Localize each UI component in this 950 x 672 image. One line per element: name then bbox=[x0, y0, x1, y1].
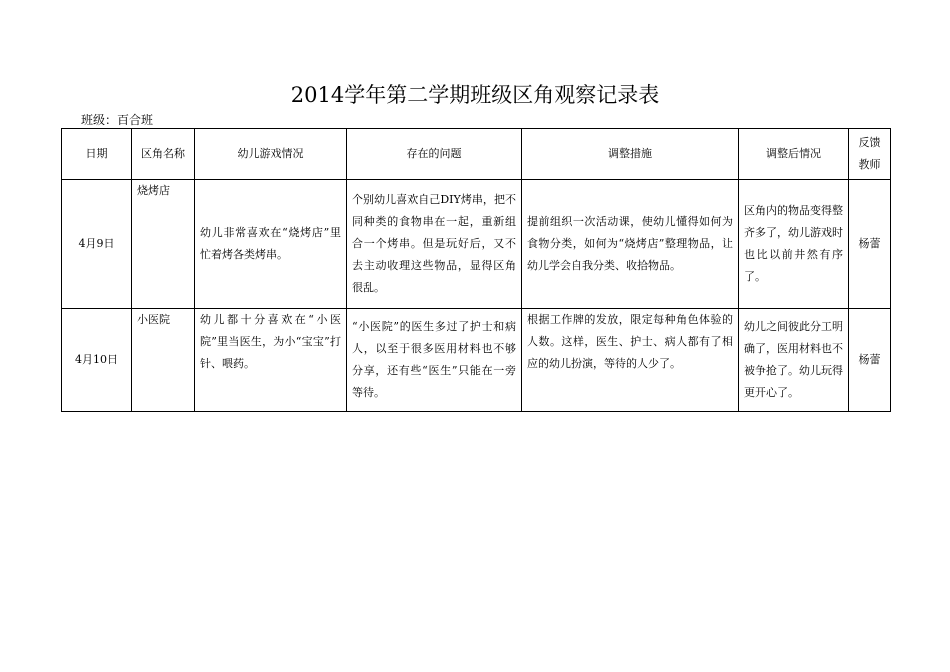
cell-area: 烧烤店 bbox=[132, 180, 195, 309]
observation-table bbox=[61, 128, 891, 412]
cell-play: 幼儿都十分喜欢在“小医院”里当医生，为小“宝宝”打针、喂药。 bbox=[195, 309, 347, 412]
cell-area: 小医院 bbox=[132, 309, 195, 412]
header-after: 调整后情况 bbox=[739, 129, 849, 180]
header-teacher: 反馈教师 bbox=[849, 129, 891, 180]
cell-measure: 提前组织一次活动课，使幼儿懂得如何为食物分类，如何为“烧烤店”整理物品，让幼儿学会自我分类、收拾物品。 bbox=[522, 180, 739, 309]
table-row bbox=[62, 180, 891, 309]
table-header-row bbox=[62, 129, 891, 180]
cell-teacher: 杨蕾 bbox=[849, 180, 891, 309]
cell-teacher: 杨蕾 bbox=[849, 309, 891, 412]
cell-measure: 根据工作牌的发放，限定每种角色体验的人数。这样，医生、护士、病人都有了相应的幼儿扮演，等待的人少了。 bbox=[522, 309, 739, 412]
header-date: 日期 bbox=[62, 129, 132, 180]
cell-problem: “小医院”的医生多过了护士和病人，以至于很多医用材料也不够分享，还有些“医生”只能在一旁等待。 bbox=[347, 309, 522, 412]
header-play: 幼儿游戏情况 bbox=[195, 129, 347, 180]
cell-problem: 个别幼儿喜欢自己DIY烤串，把不同种类的食物串在一起，重新组合一个烤串。但是玩好后，又不去主动收理这些物品，显得区角很乱。 bbox=[347, 180, 522, 309]
table-row bbox=[62, 309, 891, 412]
cell-after: 幼儿之间彼此分工明确了，医用材料也不被争抢了。幼儿玩得更开心了。 bbox=[739, 309, 849, 412]
cell-after: 区角内的物品变得整齐多了，幼儿游戏时也比以前井然有序了。 bbox=[739, 180, 849, 309]
page-title: 2014学年第二学期班级区角观察记录表 bbox=[290, 83, 660, 107]
header-measure: 调整措施 bbox=[522, 129, 739, 180]
cell-date: 4月9日 bbox=[62, 180, 132, 309]
cell-date: 4月10日 bbox=[62, 309, 132, 412]
header-area: 区角名称 bbox=[132, 129, 195, 180]
class-label: 班级：百合班 bbox=[81, 113, 154, 127]
header-problem: 存在的问题 bbox=[347, 129, 522, 180]
cell-play: 幼儿非常喜欢在“烧烤店”里忙着烤各类烤串。 bbox=[195, 180, 347, 309]
